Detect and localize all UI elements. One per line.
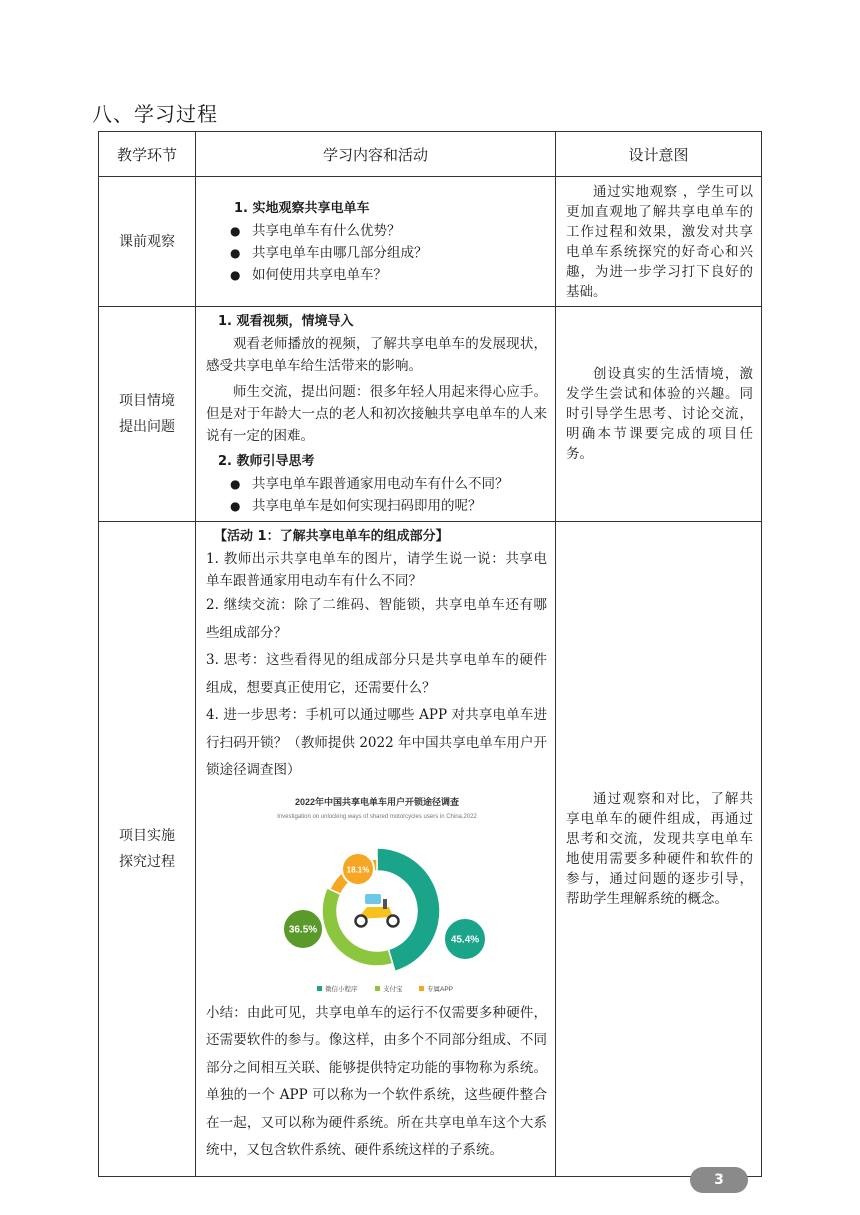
stage-cell <box>99 177 196 307</box>
legend-swatch-2 <box>375 986 380 991</box>
stage-cell <box>99 307 196 522</box>
content-paragraph: 师生交流，提出问题：很多年轻人用起来得心应手。但是对于年龄大一点的老人和初次接触共享电单车的人来说有一定的困难。 <box>206 384 547 444</box>
content-paragraph: 观看老师播放的视频，了解共享电单车的发展现状，感受共享电单车给生活带来的影响。 <box>206 336 547 374</box>
legend-swatch-1 <box>317 986 322 991</box>
data-label-1: 45.4% <box>450 934 479 945</box>
chart-title: 2022年中国共享电单车用户开锁途径调查 <box>294 796 459 807</box>
header-stage: 教学环节 <box>99 132 196 177</box>
content-heading: 2. 教师引导思考 <box>218 454 315 469</box>
bullet-icon: ● <box>230 477 241 491</box>
content-heading: 1. 实地观察共享电单车 <box>234 200 370 216</box>
chart-subtitle: Investigation on unlocking ways of shared motorcycles users in China,2022 <box>276 813 477 820</box>
content-paragraph: 1. 教师出示共享电单车的图片，请学生说一说：共享电单车跟普通家用电动车有什么不同？ <box>206 551 547 589</box>
summary-paragraph: 小结：由此可见，共享电单车的运行不仅需要多种硬件，还需要软件的参与。像这样，由多个不同部分组成、不同部分之间相互关联、能够提供特定功能的事物称为系统。单独的一个 APP 可以称为一个软件系统，这些硬件整合在一起，又可以称为硬件系统。所在共享电单车这个大系统中，又包含软件系统、硬件系统这样的子系统。 <box>206 1004 547 1158</box>
stage-label: 项目实施 <box>119 828 175 844</box>
list-item: ● 共享电单车跟普通家用电动车有什么不同？ <box>206 473 547 495</box>
table-header-row <box>99 132 762 177</box>
bullet-icon: ● <box>230 245 241 260</box>
data-label-2: 36.5% <box>288 924 317 935</box>
intent-cell: 通过实地观察 ，学生可以更加直观地了解共享电单车的工作过程和效果，激发对共享电单车系统探究的好奇心和兴趣，为进一步学习打下良好的基础。 <box>556 177 762 307</box>
bullet-icon: ● <box>230 267 241 282</box>
list-item: ● 共享电单车是如何实现扫码即用的呢？ <box>206 495 547 517</box>
bullet-icon: ● <box>230 223 241 238</box>
legend-label-2: 支付宝 <box>382 985 402 993</box>
section-title: 八、学习过程 <box>92 102 218 126</box>
learning-process-table <box>98 131 762 1177</box>
header-intent: 设计意图 <box>556 132 762 177</box>
unlock-ways-chart <box>207 791 547 996</box>
table-row <box>99 522 762 1177</box>
legend-label-1: 微信小程序 <box>324 985 357 993</box>
data-label-3: 18.1% <box>346 865 369 874</box>
content-cell <box>196 177 556 307</box>
list-item: ● 共享电单车由哪几部分组成？ <box>206 242 547 264</box>
page-number: 3 <box>690 1167 748 1193</box>
intent-cell: 创设真实的生活情境，激发学生尝试和体验的兴趣。同时引导学生思考、讨论交流，明确本节课要完成的项目任务。 <box>556 307 762 522</box>
content-heading: 1. 观看视频，情境导入 <box>218 314 354 329</box>
list-item: ● 共享电单车有什么优势？ <box>206 220 547 242</box>
intent-cell: 通过观察和对比，了解共享电单车的硬件组成，再通过思考和交流，发现共享电单车地使用需要多种硬件和软件的参与，通过问题的逐步引导，帮助学生理解系统的概念。 <box>556 522 762 1177</box>
stage-label: 探究过程 <box>119 854 175 870</box>
content-cell <box>196 307 556 522</box>
list-item: ● 如何使用共享电单车？ <box>206 264 547 286</box>
stage-label: 项目情境 <box>119 393 175 409</box>
legend-swatch-3 <box>419 986 424 991</box>
content-paragraph: 3. 思考：这些看得见的组成部分只是共享电单车的硬件组成，想要真正使用它，还需要什么？ <box>206 652 547 696</box>
legend-label-3: 专属APP <box>426 985 453 993</box>
content-cell <box>196 522 556 1177</box>
stage-cell <box>99 522 196 1177</box>
bullet-icon: ● <box>230 499 241 513</box>
activity-heading: 【活动 1：了解共享电单车的组成部分】 <box>214 529 449 544</box>
content-paragraph: 2. 继续交流：除了二维码、智能锁，共享电单车还有哪些组成部分？ <box>206 597 547 641</box>
stage-label: 提出问题 <box>119 419 175 435</box>
table-row <box>99 307 762 522</box>
stage-label: 课前观察 <box>119 233 175 250</box>
header-content: 学习内容和活动 <box>196 132 556 177</box>
content-paragraph: 4. 进一步思考：手机可以通过哪些 APP 对共享电单车进行扫码开锁？（教师提供 2022 年中国共享电单车用户开锁途径调查图） <box>206 707 547 778</box>
table-row <box>99 177 762 307</box>
